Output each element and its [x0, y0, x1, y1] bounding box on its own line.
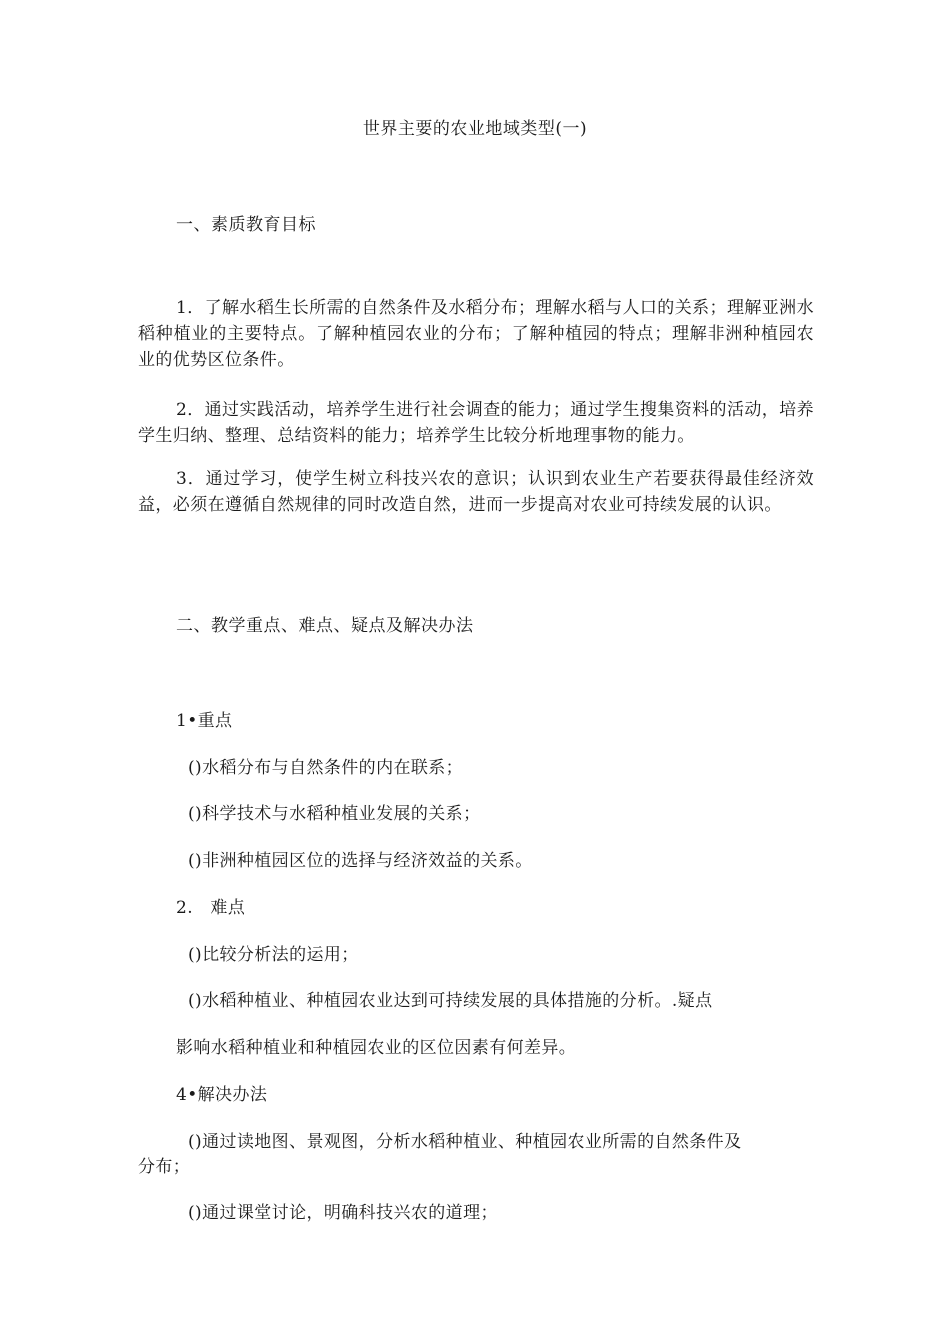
difficulty-item: ()比较分析法的运用；	[188, 945, 359, 965]
doubt-text: 影响水稻种植业和种植园农业的区位因素有何差异。	[176, 1038, 577, 1058]
key-points-label: 1•重点	[176, 711, 233, 731]
key-point-item: ()非洲种植园区位的选择与经济效益的关系。	[188, 851, 533, 871]
goal-paragraph-2: 2．通过实践活动，培养学生进行社会调查的能力；通过学生搜集资料的活动，培养学生归纳、整理、总结资料的能力；培养学生比较分析地理事物的能力。	[138, 400, 814, 446]
key-point-item: ()水稻分布与自然条件的内在联系；	[188, 758, 464, 778]
goal-paragraph-3: 3．通过学习，使学生树立科技兴农的意识；认识到农业生产若要获得最佳经济效益，必须在遵循自然规律的同时改造自然，进而一步提高对农业可持续发展的认识。	[138, 469, 814, 515]
difficulty-label: 2. 难点	[176, 898, 246, 918]
key-point-item: ()科学技术与水稻种植业发展的关系；	[188, 804, 481, 824]
solution-item-line-2: 分布；	[138, 1157, 191, 1177]
solution-label: 4•解决办法	[176, 1085, 268, 1105]
section-heading-key-points: 二、教学重点、难点、疑点及解决办法	[176, 616, 474, 636]
solution-item-line-1: ()通过读地图、景观图，分析水稻种植业、种植园农业所需的自然条件及	[188, 1132, 742, 1152]
section-heading-goals: 一、素质教育目标	[176, 215, 316, 235]
solution-item: ()通过课堂讨论，明确科技兴农的道理；	[188, 1203, 498, 1223]
difficulty-item: ()水稻种植业、种植园农业达到可持续发展的具体措施的分析。.疑点	[188, 991, 713, 1011]
document-title: 世界主要的农业地域类型(一)	[362, 119, 588, 139]
goal-paragraph-1: 1．了解水稻生长所需的自然条件及水稻分布；理解水稻与人口的关系；理解亚洲水稻种植业的主要特点。了解种植园农业的分布；了解种植园的特点；理解非洲种植园农业的优势区位条件。	[138, 298, 814, 370]
